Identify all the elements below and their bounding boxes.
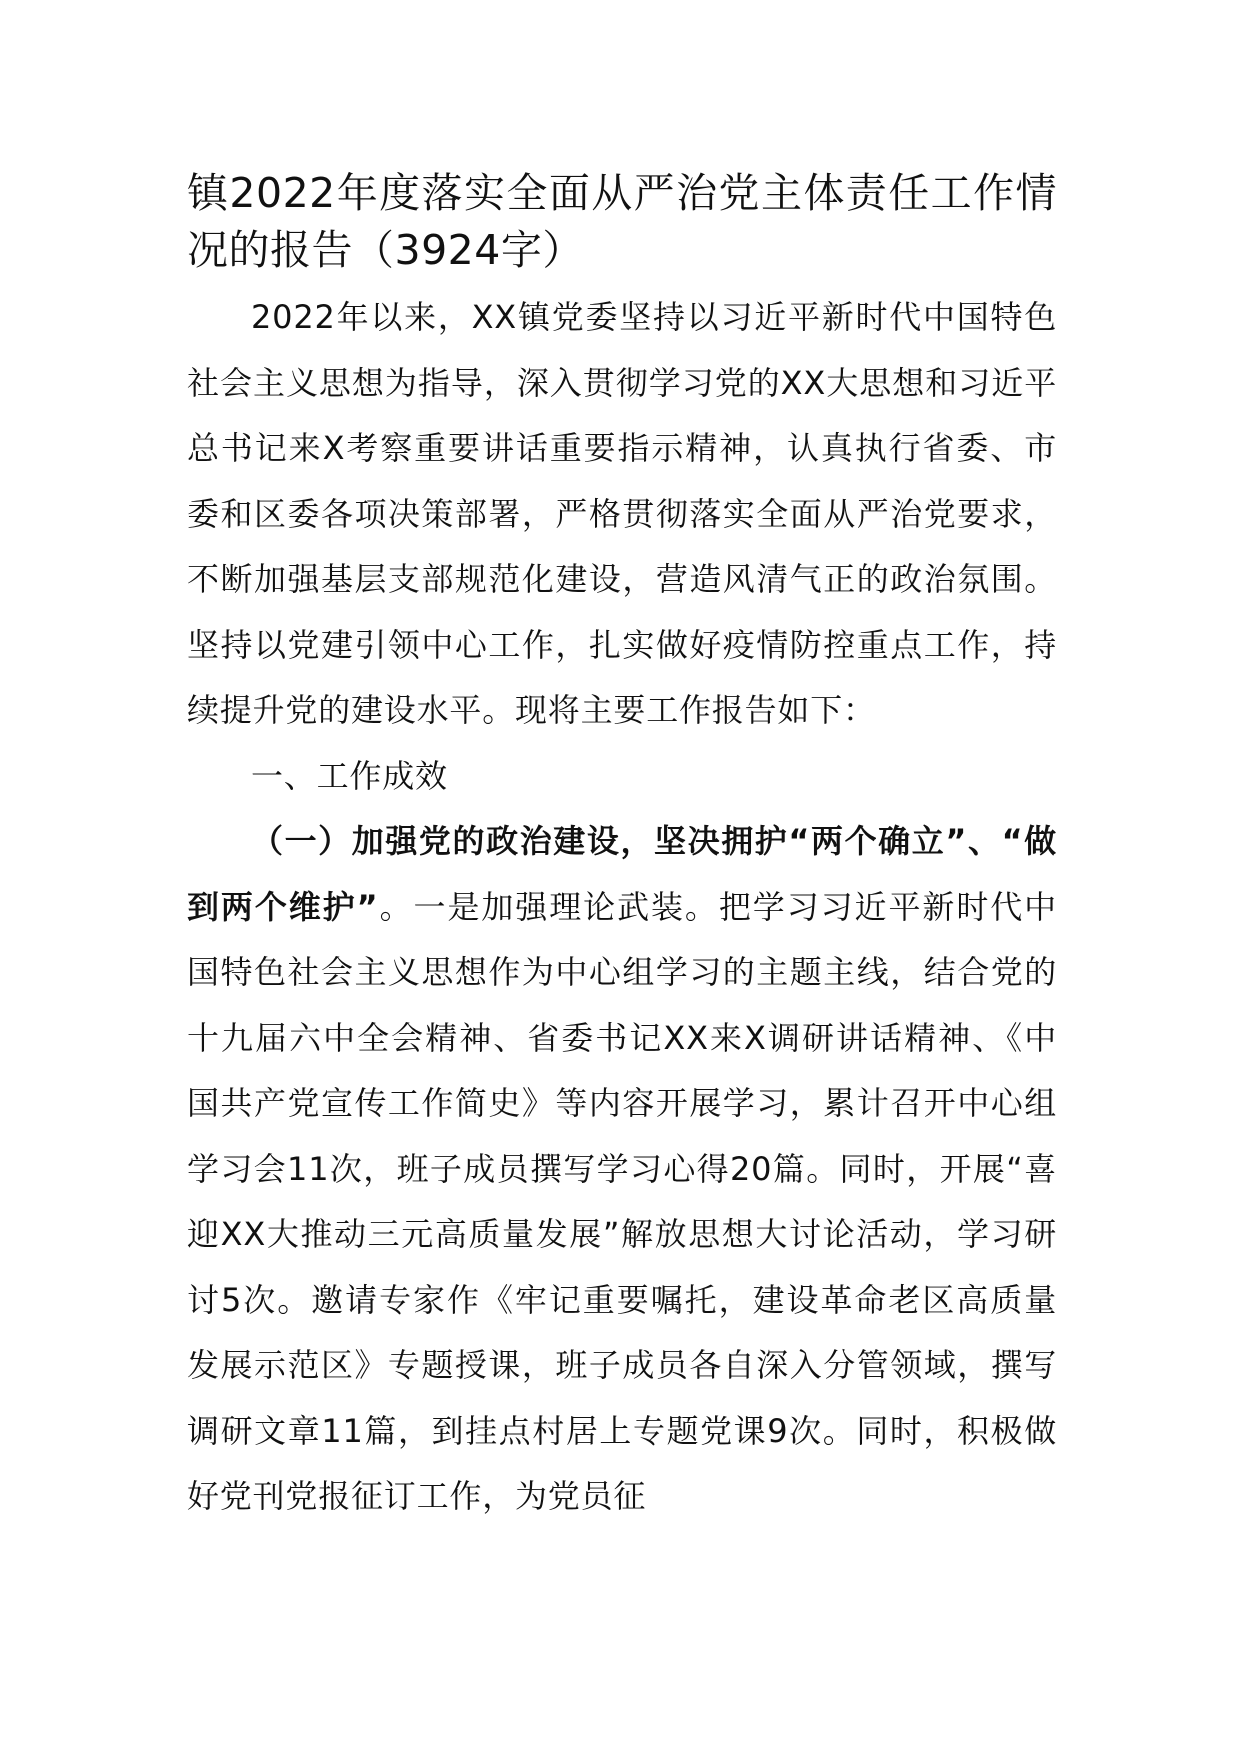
document-page bbox=[187, 165, 1057, 1530]
section-heading: 一、工作成效 bbox=[251, 756, 448, 795]
intro-paragraph: 2022年以来，XX镇党委坚持以习近平新时代中国特色社会主义思想为指导，深入贯彻学习党的XX大思想和习近平总书记来X考察重要讲话重要指示精神，认真执行省委、市委和区委各项决策部署，严格贯彻落实全面从严治党要求，不断加强基层支部规范化建设，营造风清气正的政治氛围。坚持以党建引领中心工作，扎实做好疫情防控重点工作，持续提升党的建设水平。现将主要工作报告如下： bbox=[187, 298, 1057, 729]
document-title: 镇2022年度落实全面从严治党主体责任工作情况的报告（3924字） bbox=[187, 169, 1057, 274]
subsection-body: 。一是加强理论武装。把学习习近平新时代中国特色社会主义思想作为中心组学习的主题主线，结合党的十九届六中全会精神、省委书记XX来X调研讲话精神、《中国共产党宣传工作简史》等内容开展学习，累计召开中心组学习会11次，班子成员撰写学习心得20篇。同时，开展“喜迎XX大推动三元高质量发展”解放思想大讨论活动，学习研讨5次。邀请专家作《牢记重要嘱托，建设革命老区高质量发展示范区》专题授课，班子成员各自深入分管领域，撰写调研文章11篇，到挂点村居上专题党课9次。同时，积极做好党刊党报征订工作，为党员征 bbox=[187, 887, 1057, 1515]
subsection-paragraph bbox=[187, 809, 1057, 1530]
subsection-heading: （一）加强党的政治建设，坚决拥护“两个确立”、“做到两个维护” bbox=[187, 822, 1057, 926]
